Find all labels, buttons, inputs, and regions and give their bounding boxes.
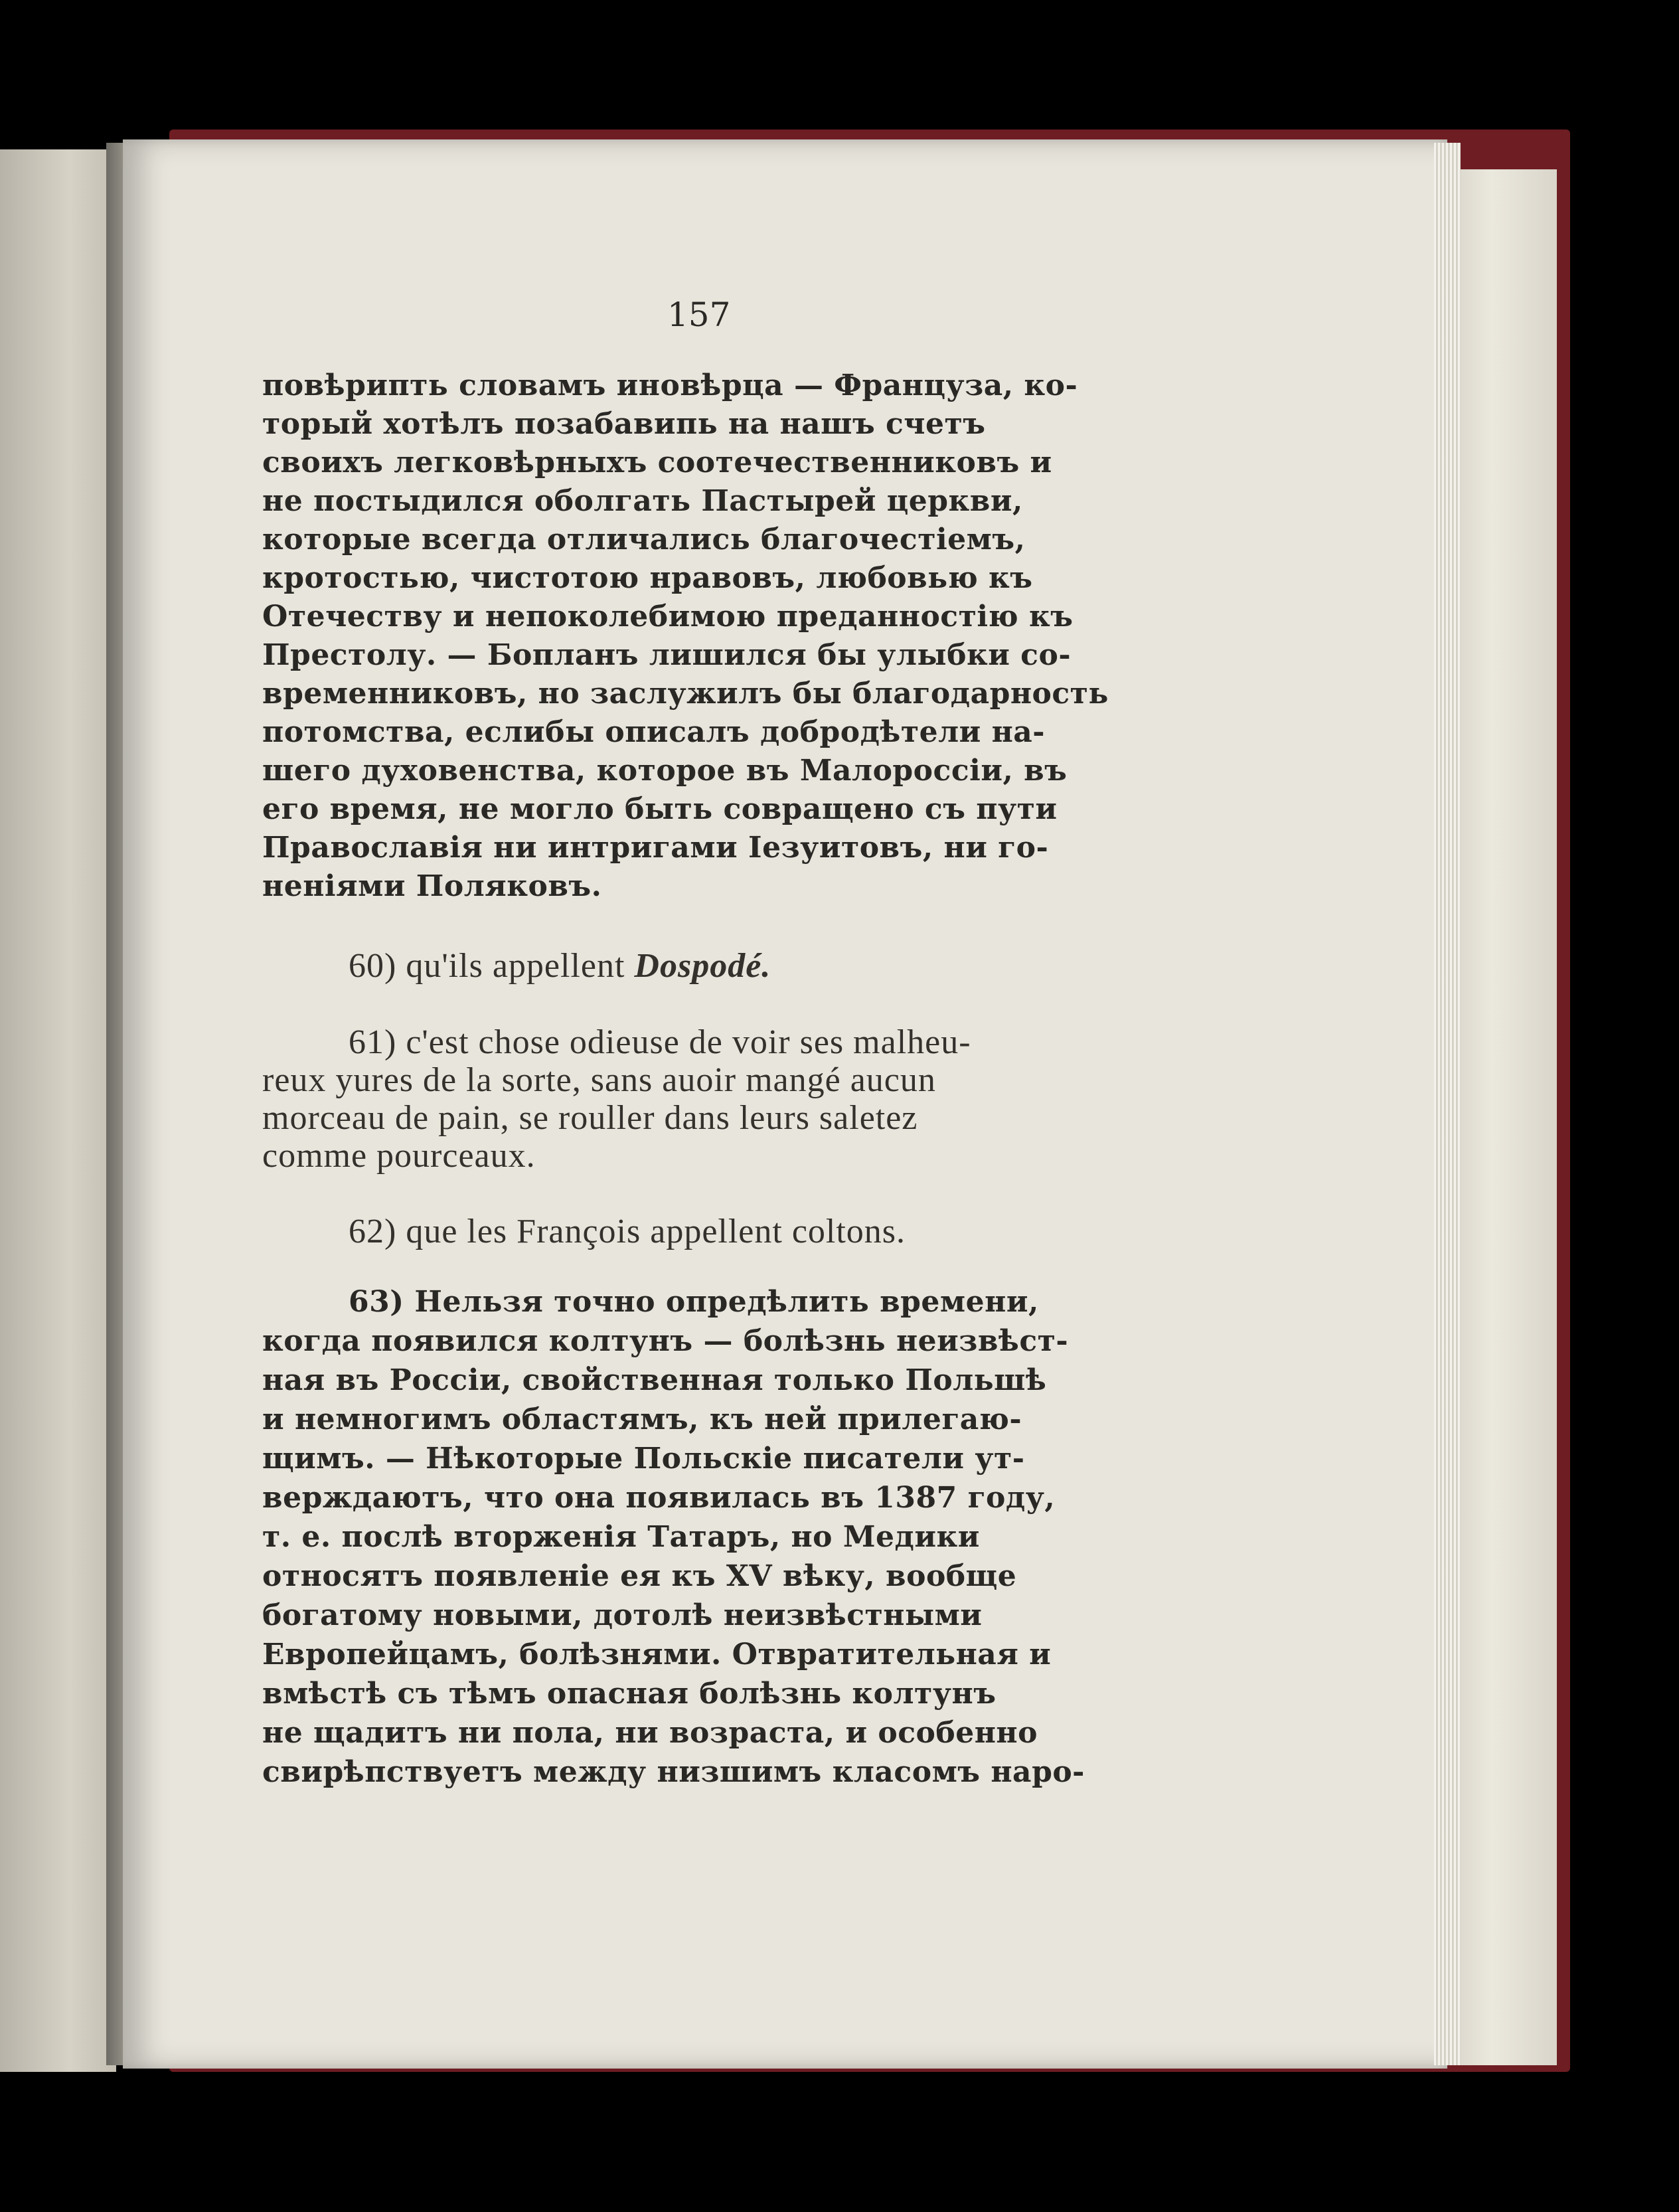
page-number: 157 bbox=[667, 296, 731, 334]
text-line: Престолу. — Бопланъ лишился бы улыбки со- bbox=[262, 638, 1072, 672]
note-60-italic-term: Dospodé. bbox=[634, 947, 771, 985]
note-60-text: 60) qu'ils appellent bbox=[349, 947, 635, 985]
note-63-line: относятъ появленіе ея къ XV вѣку, вообще bbox=[262, 1559, 1017, 1593]
left-page bbox=[0, 149, 116, 2072]
note-63-line: Европейцамъ, болѣзнями. Отвратительная и bbox=[262, 1638, 1052, 1671]
text-line: своихъ легковѣрныхъ соотечественниковъ и bbox=[262, 446, 1052, 479]
text-line: торый хотѣлъ позабавипь на нашъ счетъ bbox=[262, 407, 986, 441]
note-63-line: т. е. послѣ вторженія Татаръ, но Медики bbox=[262, 1520, 980, 1554]
note-61-line: comme pourceaux. bbox=[262, 1137, 536, 1175]
note-63-line: богатому новыми, дотолѣ неизвѣстными bbox=[262, 1598, 983, 1632]
text-line: шего духовенства, которое въ Малороссіи, въ bbox=[262, 754, 1068, 788]
text-line: потомства, еслибы описалъ добродѣтели на- bbox=[262, 715, 1046, 749]
note-61-line: reux yures de la sorte, sans auoir mangé aucun bbox=[262, 1061, 936, 1099]
note-63-line: вмѣстѣ съ тѣмъ опасная болѣзнь колтунъ bbox=[262, 1677, 997, 1711]
note-63-line: не щадитъ ни пола, ни возраста, и особенно bbox=[262, 1716, 1038, 1750]
note-63-line: щимъ. — Нѣкоторые Польскіе писатели ут- bbox=[262, 1442, 1025, 1476]
note-63-line: свирѣпствуетъ между низшимъ класомъ наро- bbox=[262, 1755, 1085, 1789]
note-63-line: когда появился колтунъ — болѣзнь неизвѣст- bbox=[262, 1324, 1069, 1358]
note-63-line: и немногимъ областямъ, къ ней прилегаю- bbox=[262, 1403, 1022, 1436]
text-line: Православія ни интригами Іезуитовъ, ни го- bbox=[262, 831, 1049, 865]
text-line: временниковъ, но заслужилъ бы благодарность bbox=[262, 677, 1109, 711]
text-line: кротостью, чистотою нравовъ, любовью къ bbox=[262, 561, 1033, 595]
note-62: 62) que les François appellent coltons. bbox=[349, 1213, 906, 1250]
text-line: не постыдился оболгать Пастырей церкви, bbox=[262, 484, 1023, 518]
page-edges bbox=[1434, 143, 1461, 2065]
text-line: Отечеству и непоколебимою преданностію къ bbox=[262, 600, 1074, 634]
note-63-line: 63) Нельзя точно опредѣлить времени, bbox=[349, 1285, 1039, 1319]
note-61-line: morceau de pain, se rouller dans leurs saletez bbox=[262, 1099, 918, 1137]
text-line: неніями Поляковъ. bbox=[262, 869, 602, 903]
note-61-line: 61) c'est chose odieuse de voir ses malheu- bbox=[349, 1023, 971, 1061]
text-line: его время, не могло быть совращено съ пути bbox=[262, 792, 1058, 826]
note-63-line: верждаютъ, что она появилась въ 1387 году, bbox=[262, 1481, 1056, 1515]
note-60 bbox=[349, 946, 771, 985]
text-line: которые всегда отличались благочестіемъ, bbox=[262, 523, 1026, 556]
text-line: повѣрипть словамъ иновѣрца — Француза, ко- bbox=[262, 369, 1078, 402]
note-63-line: ная въ Россіи, свойственная только Польшѣ bbox=[262, 1363, 1047, 1397]
